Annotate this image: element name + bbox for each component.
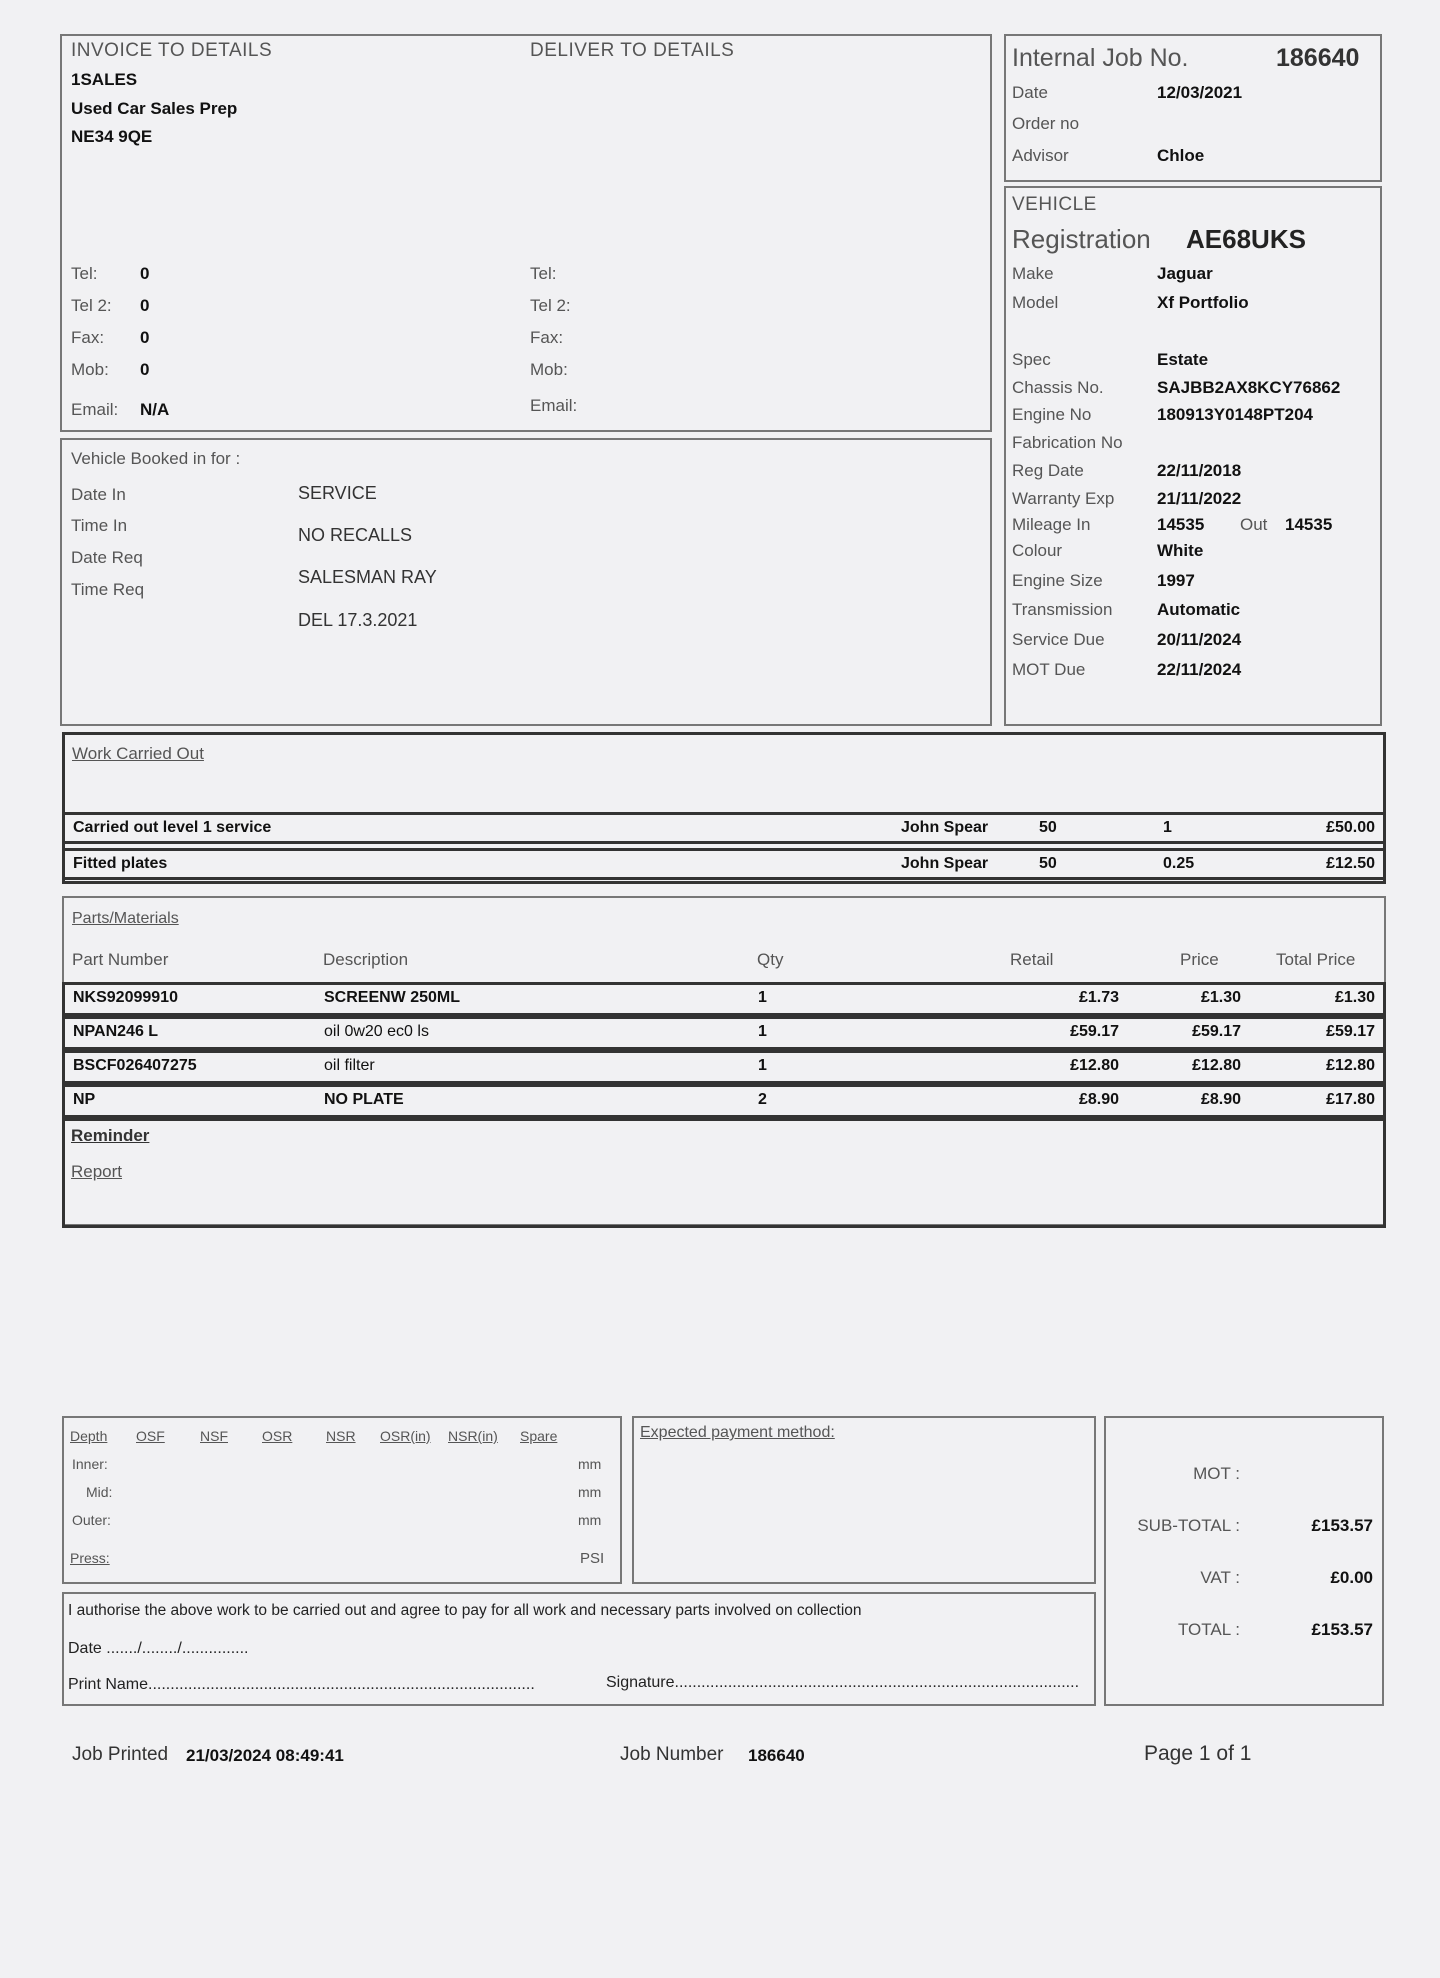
vehicle-warranty-value: 21/11/2022 bbox=[1157, 489, 1242, 508]
tyre-press-unit: PSI bbox=[580, 1550, 605, 1567]
deliver-tel-label: Tel: bbox=[530, 264, 557, 283]
vehicle-fabrication-label: Fabrication No bbox=[1012, 433, 1123, 452]
part-price: £8.90 bbox=[1200, 1091, 1241, 1108]
part-desc: SCREENW 250ML bbox=[324, 989, 461, 1006]
part-number: NKS92099910 bbox=[73, 989, 178, 1006]
totals-subtotal-value: £153.57 bbox=[1311, 1516, 1373, 1535]
invoice-fax-value: 0 bbox=[140, 328, 150, 347]
parts-row bbox=[62, 1016, 1386, 1050]
vehicle-reg-value: AE68UKS bbox=[1186, 224, 1306, 254]
work-desc: Carried out level 1 service bbox=[73, 819, 272, 836]
reminder-heading: Reminder bbox=[71, 1126, 150, 1145]
footer-printed-label: Job Printed bbox=[72, 1744, 169, 1765]
part-number: NP bbox=[73, 1091, 96, 1108]
invoice-tel2-value: 0 bbox=[140, 296, 150, 315]
vehicle-reg-date-value: 22/11/2018 bbox=[1157, 461, 1242, 480]
invoice-mob-label: Mob: bbox=[71, 360, 109, 379]
booking-box bbox=[60, 438, 992, 726]
work-row bbox=[62, 848, 1386, 880]
totals-vat-label: VAT : bbox=[1200, 1568, 1240, 1587]
booking-note-1: SERVICE bbox=[298, 483, 377, 503]
vehicle-engine-size-label: Engine Size bbox=[1012, 571, 1103, 590]
totals-total-label: TOTAL : bbox=[1177, 1620, 1240, 1639]
authorisation-date-line: Date ......./......../............... bbox=[68, 1640, 249, 1657]
job-date-label: Date bbox=[1012, 83, 1048, 102]
vehicle-reg-date-label: Reg Date bbox=[1012, 461, 1084, 480]
footer-printed-value: 21/03/2024 08:49:41 bbox=[186, 1746, 344, 1765]
invoice-heading: INVOICE TO DETAILS bbox=[71, 40, 273, 61]
parts-col-price: Price bbox=[1180, 950, 1219, 969]
deliver-fax-label: Fax: bbox=[530, 328, 564, 347]
vehicle-warranty-label: Warranty Exp bbox=[1012, 489, 1115, 508]
invoice-name: 1SALES bbox=[71, 70, 138, 89]
footer-page-indicator: Page 1 of 1 bbox=[1144, 1742, 1252, 1765]
vehicle-engine-size-value: 1997 bbox=[1157, 571, 1195, 590]
job-date-value: 12/03/2021 bbox=[1157, 83, 1243, 102]
invoice-tel2-label: Tel 2: bbox=[71, 296, 112, 315]
totals-mot-label: MOT : bbox=[1193, 1464, 1240, 1483]
tyre-col-osf: OSF bbox=[136, 1428, 165, 1444]
part-price: £12.80 bbox=[1192, 1057, 1241, 1074]
deliver-mob-label: Mob: bbox=[530, 360, 568, 379]
totals-total-value: £153.57 bbox=[1311, 1620, 1373, 1639]
part-retail: £1.73 bbox=[1078, 989, 1119, 1006]
vehicle-transmission-value: Automatic bbox=[1157, 600, 1241, 619]
vehicle-engine-no-value: 180913Y0148PT204 bbox=[1157, 405, 1313, 424]
parts-col-retail: Retail bbox=[1010, 950, 1054, 969]
deliver-heading: DELIVER TO DETAILS bbox=[530, 40, 735, 61]
invoice-tel-value: 0 bbox=[140, 264, 150, 283]
vehicle-heading: VEHICLE bbox=[1012, 194, 1097, 215]
authorisation-print-name-line: Print Name....................................................................................... bbox=[68, 1676, 535, 1693]
vehicle-service-due-label: Service Due bbox=[1012, 630, 1105, 649]
tyre-mid-label: Mid: bbox=[86, 1484, 113, 1500]
work-amount: £12.50 bbox=[1326, 855, 1375, 872]
booking-date-req-label: Date Req bbox=[71, 548, 143, 567]
part-retail: £12.80 bbox=[1070, 1057, 1119, 1074]
invoice-email-value: N/A bbox=[140, 400, 170, 419]
parts-heading: Parts/Materials bbox=[72, 910, 179, 927]
booking-note-2: NO RECALLS bbox=[298, 525, 413, 545]
vehicle-service-due-value: 20/11/2024 bbox=[1157, 630, 1242, 649]
parts-row bbox=[62, 1050, 1386, 1084]
parts-col-total: Total Price bbox=[1276, 950, 1356, 969]
report-heading: Report bbox=[71, 1162, 123, 1181]
work-amount: £50.00 bbox=[1326, 819, 1375, 836]
vehicle-mot-due-value: 22/11/2024 bbox=[1157, 660, 1242, 679]
invoice-line2: Used Car Sales Prep bbox=[71, 99, 238, 118]
work-row bbox=[62, 812, 1386, 844]
job-number: 186640 bbox=[1276, 44, 1360, 72]
part-qty: 2 bbox=[758, 1091, 767, 1108]
invoice-email-label: Email: bbox=[71, 400, 119, 419]
work-heading: Work Carried Out bbox=[72, 744, 204, 763]
booking-time-req-label: Time Req bbox=[71, 580, 145, 599]
vehicle-make-label: Make bbox=[1012, 264, 1054, 283]
tyre-col-osr-in: OSR(in) bbox=[380, 1428, 431, 1444]
part-retail: £8.90 bbox=[1078, 1091, 1119, 1108]
work-desc: Fitted plates bbox=[73, 855, 168, 872]
part-total: £12.80 bbox=[1326, 1057, 1375, 1074]
part-total: £59.17 bbox=[1326, 1023, 1375, 1040]
invoice-tel-label: Tel: bbox=[71, 264, 98, 283]
tyre-col-nsr: NSR bbox=[326, 1428, 356, 1444]
vehicle-spec-label: Spec bbox=[1012, 350, 1051, 369]
vehicle-model-value: Xf Portfolio bbox=[1157, 293, 1249, 312]
totals-subtotal-label: SUB-TOTAL : bbox=[1137, 1516, 1240, 1535]
job-order-label: Order no bbox=[1012, 114, 1080, 133]
deliver-email-label: Email: bbox=[530, 396, 578, 415]
parts-row bbox=[62, 1084, 1386, 1118]
invoice-mob-value: 0 bbox=[140, 360, 150, 379]
work-hours: 0.25 bbox=[1163, 855, 1195, 872]
footer-job-number-label: Job Number bbox=[620, 1744, 724, 1765]
vehicle-engine-no-label: Engine No bbox=[1012, 405, 1092, 424]
part-total: £17.80 bbox=[1326, 1091, 1375, 1108]
job-advisor-value: Chloe bbox=[1157, 146, 1205, 165]
tyre-mid-unit: mm bbox=[578, 1484, 602, 1500]
part-desc: NO PLATE bbox=[324, 1091, 404, 1108]
customer-details-box bbox=[60, 34, 992, 432]
totals-vat-value: £0.00 bbox=[1330, 1568, 1373, 1587]
vehicle-mot-due-label: MOT Due bbox=[1012, 660, 1086, 679]
payment-heading: Expected payment method: bbox=[640, 1424, 835, 1441]
tyre-col-spare: Spare bbox=[520, 1428, 558, 1444]
tyre-col-nsr-in: NSR(in) bbox=[448, 1428, 498, 1444]
vehicle-chassis-label: Chassis No. bbox=[1012, 378, 1104, 397]
parts-col-desc: Description bbox=[323, 950, 409, 969]
footer-job-number-value: 186640 bbox=[748, 1746, 805, 1765]
job-title: Internal Job No. bbox=[1012, 44, 1189, 72]
authorisation-text: I authorise the above work to be carried out and agree to pay for all work and necessary parts involved on collection bbox=[68, 1602, 862, 1619]
tyre-col-depth: Depth bbox=[70, 1428, 108, 1444]
part-qty: 1 bbox=[758, 1023, 767, 1040]
work-tech: John Spear bbox=[901, 819, 989, 836]
tyre-press-label: Press: bbox=[70, 1550, 110, 1566]
authorisation-signature-line: Signature........................................................................................... bbox=[606, 1674, 1080, 1691]
vehicle-mileage-label: Mileage In bbox=[1012, 515, 1091, 534]
vehicle-make-value: Jaguar bbox=[1157, 264, 1213, 283]
vehicle-colour-value: White bbox=[1157, 541, 1204, 560]
vehicle-colour-label: Colour bbox=[1012, 541, 1063, 560]
work-rate: 50 bbox=[1039, 819, 1057, 836]
tyre-outer-unit: mm bbox=[578, 1512, 602, 1528]
part-number: NPAN246 L bbox=[73, 1023, 159, 1040]
invoice-fax-label: Fax: bbox=[71, 328, 105, 347]
part-qty: 1 bbox=[758, 989, 767, 1006]
part-price: £1.30 bbox=[1200, 989, 1241, 1006]
tyre-inner-label: Inner: bbox=[72, 1456, 108, 1472]
vehicle-mileage-value: 14535 bbox=[1157, 515, 1205, 534]
part-desc: oil 0w20 ec0 ls bbox=[324, 1023, 429, 1040]
work-tech: John Spear bbox=[901, 855, 989, 872]
vehicle-reg-label: Registration bbox=[1012, 224, 1151, 254]
vehicle-chassis-value: SAJBB2AX8KCY76862 bbox=[1157, 378, 1341, 397]
booking-date-in-label: Date In bbox=[71, 485, 126, 504]
booking-heading: Vehicle Booked in for : bbox=[71, 449, 241, 468]
totals-box bbox=[1104, 1416, 1384, 1706]
part-qty: 1 bbox=[758, 1057, 767, 1074]
reminder-box bbox=[62, 1118, 1386, 1228]
tyre-outer-label: Outer: bbox=[72, 1512, 111, 1528]
vehicle-spec-value: Estate bbox=[1157, 350, 1209, 369]
tyre-col-osr: OSR bbox=[262, 1428, 293, 1444]
parts-col-part: Part Number bbox=[72, 950, 169, 969]
job-advisor-label: Advisor bbox=[1012, 146, 1069, 165]
parts-col-qty: Qty bbox=[757, 950, 784, 969]
vehicle-mileage-out-label: Out bbox=[1240, 515, 1268, 534]
booking-time-in-label: Time In bbox=[71, 516, 128, 535]
vehicle-mileage-out-value: 14535 bbox=[1285, 515, 1333, 534]
work-rate: 50 bbox=[1039, 855, 1057, 872]
vehicle-model-label: Model bbox=[1012, 293, 1059, 312]
part-retail: £59.17 bbox=[1070, 1023, 1119, 1040]
invoice-postcode: NE34 9QE bbox=[71, 127, 153, 146]
parts-row bbox=[62, 982, 1386, 1016]
tyre-inner-unit: mm bbox=[578, 1456, 602, 1472]
tyre-col-nsf: NSF bbox=[200, 1428, 228, 1444]
part-total: £1.30 bbox=[1334, 989, 1375, 1006]
vehicle-transmission-label: Transmission bbox=[1012, 600, 1113, 619]
part-number: BSCF026407275 bbox=[73, 1057, 197, 1074]
deliver-tel2-label: Tel 2: bbox=[530, 296, 571, 315]
booking-note-3: SALESMAN RAY bbox=[298, 567, 437, 587]
booking-note-4: DEL 17.3.2021 bbox=[298, 610, 418, 630]
part-price: £59.17 bbox=[1192, 1023, 1241, 1040]
work-hours: 1 bbox=[1163, 819, 1172, 836]
part-desc: oil filter bbox=[324, 1057, 375, 1074]
